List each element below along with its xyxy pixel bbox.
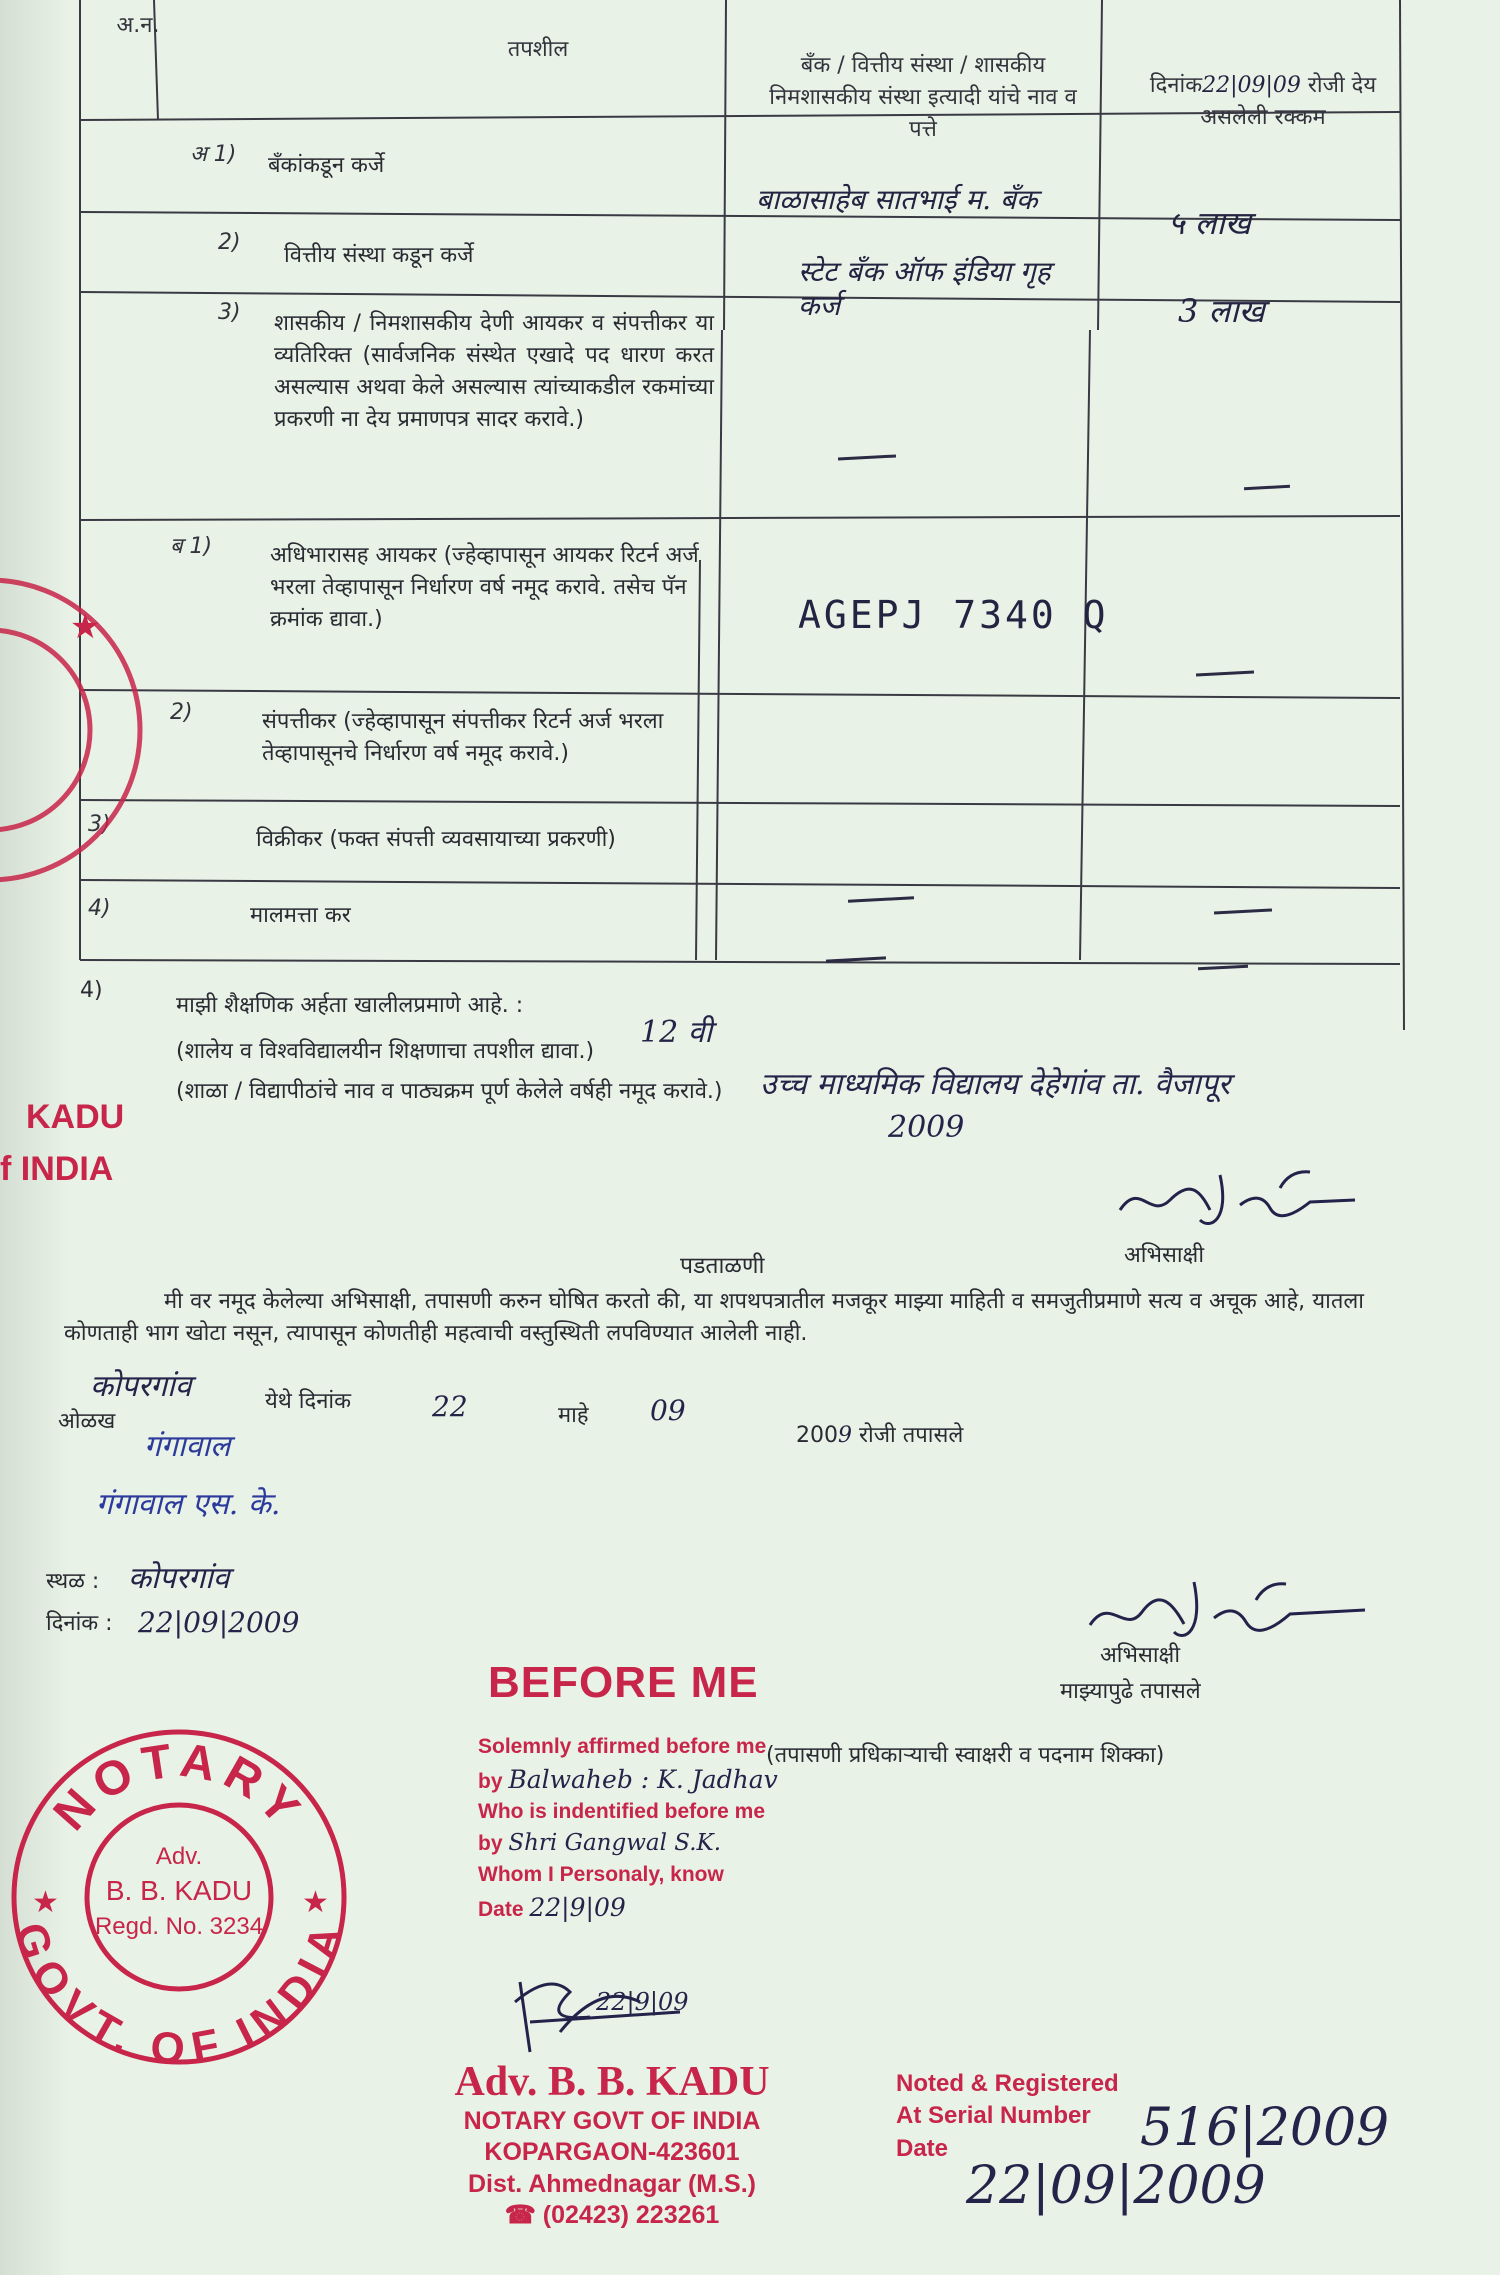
education-hand-grade: 12 वी [640, 1015, 713, 1050]
row-detail: विक्रीकर (फक्त संपत्ती व्यवसायाच्या प्रकरणी) [256, 827, 616, 852]
seal-center-line: Regd. No. 3234 [94, 1913, 264, 1940]
header-amount-date: 22|09|09 [1202, 73, 1301, 98]
date-label: दिनांक : [46, 1611, 113, 1636]
deponent-signature-2 [1080, 1570, 1370, 1650]
affirm-date-line [478, 1890, 778, 1926]
row-number: 3) [88, 812, 111, 837]
education-line1: माझी शैक्षणिक अर्हता खालीलप्रमाणे आहे. : [176, 993, 524, 1018]
registration-line: Noted & Registered [896, 2070, 1119, 2097]
row-detail: वित्तीय संस्था कडून कर्जे [284, 243, 474, 268]
seal-star: ★ [70, 608, 101, 646]
verification-day-hand: 22 [432, 1390, 468, 1423]
seal-ring-bottom: GOVT. OF INDIA [5, 1917, 353, 2072]
row-detail: अधिभारासह आयकर (ज्हेव्हापासून आयकर रिटर्न अर्ज भरला तेव्हापासून निर्धारण वर्ष नमूद करावे. तसेच पॅन क्रमांक द्यावा.) [270, 543, 699, 632]
row-number: अ 1) [190, 142, 237, 167]
row-detail: मालमत्ता कर [250, 903, 351, 928]
seal-star-right: ★ [302, 1885, 329, 1920]
partial-stamp-india: f INDIA [0, 1150, 114, 1188]
seal-center-line: Adv. [155, 1843, 203, 1870]
identity-hand-signature: गंगावाल [144, 1429, 231, 1464]
identity-label: ओळख [58, 1409, 116, 1434]
header-details: तपशील [507, 37, 569, 62]
registration-line: Date [896, 2134, 949, 2162]
verification-year-hand: 9 [838, 1423, 852, 1448]
registration-line: At Serial Number [896, 2102, 1091, 2130]
row-number: 3) [218, 300, 241, 325]
registration-stamp [896, 2068, 1119, 2165]
education-line3: (शाळा / विद्यापीठांचे नाव व पाठ्यक्रम पूर्ण केलेले वर्षही नमूद करावे.) [176, 1079, 723, 1104]
place-hand: कोपरगांव [128, 1561, 230, 1596]
affirm-by-label: by [478, 1769, 503, 1793]
row-detail: बँकांकडून कर्जे [268, 153, 385, 178]
affirm-date-hand: 22|9|09 [529, 1892, 626, 1922]
date-hand: 22|09|2009 [138, 1606, 300, 1639]
place-label: स्थळ : [46, 1569, 100, 1594]
registration-date-hand: 22|09|2009 [966, 2156, 1266, 2216]
education-hand-year: 2009 [888, 1110, 965, 1145]
notary-signature-date: 22|9|09 [596, 1988, 689, 2016]
header-institution: बँक / वित्तीय संस्था / शासकीय निमशासकीय संस्था इत्यादी यांचे नाव व पत्ते [769, 53, 1077, 142]
header-amount [1128, 70, 1398, 134]
row-institution: AGEPJ 7340 Q [798, 593, 1109, 637]
verification-year-prefix: 200 [796, 1423, 838, 1448]
row-institution: स्टेट बँक ऑफ इंडिया गृह कर्ज [798, 255, 1051, 322]
verification-place-hand: कोपरगांव [90, 1369, 192, 1404]
partial-notary-seal [0, 560, 170, 900]
row-number: 4) [88, 896, 111, 921]
verification-year-suffix: रोजी तपासले [859, 1423, 964, 1448]
affirm-line: Who is indentified before me [478, 1800, 766, 1824]
registration-serial-hand: 516|2009 [1140, 2098, 1390, 2158]
row-detail: शासकीय / निमशासकीय देणी आयकर व संपत्तीकर या व्यतिरिक्त (सार्वजनिक संस्थेत एखादे पद धारण करत असल्यास अथवा केले असल्यास त्यांच्याकडील रकमांच्या प्रकरणी ना देय प्रमाणपत्र सादर करावे.) [274, 311, 714, 432]
officer-note: (तपासणी प्रधिकाऱ्याची स्वाक्षरी व पदनाम शिक्का) [766, 1743, 1165, 1768]
seal-ring-top: NOTARY [43, 1733, 315, 1841]
verification-month-label: माहे [558, 1403, 589, 1428]
deponent-signature [1110, 1160, 1360, 1240]
education-line2: (शालेय व विश्वविद्यालयीन शिक्षणाचा तपशील द्यावा.) [176, 1039, 595, 1064]
liabilities-table [58, 0, 1418, 1030]
header-amount-suffix: रोजी देय असलेली रक्कम [1200, 73, 1377, 130]
row-detail: संपत्तीकर (ज्हेव्हापासून संपत्तीकर रिटर्न अर्ज भरला तेव्हापासूनचे निर्धारण वर्ष नमूद करावे.) [262, 709, 664, 766]
notary-signature [500, 1962, 700, 2072]
affirm-by-line [478, 1827, 778, 1860]
row-number: 2) [218, 230, 241, 255]
verification-body: मी वर नमूद केलेल्या अभिसाक्षी, तपासणी करुन घोषित करतो की, या शपथपत्रातील मजकूर माझ्या माहिती व समजुतीप्रमाणे सत्य व अचूक आहे, यातला कोणताही भाग खोटा नसून, त्यापासून कोणतीही महत्वाची वस्तुस्थिती लपविण्यात आलेली नाही. [64, 1289, 1364, 1346]
header-sr-no: अ.न. [116, 13, 160, 38]
notary-name: Adv. B. B. KADU [454, 2059, 770, 2105]
affirm-line: Whom I Personaly, know [478, 1862, 724, 1886]
deponent-label-2: अभिसाक्षी [1100, 1643, 1181, 1668]
seal-center-line: B. B. KADU [105, 1875, 253, 1906]
notary-line: NOTARY GOVT OF INDIA [463, 2107, 761, 2135]
identity-hand-name: गंगावाल एस. के. [96, 1487, 281, 1522]
row-institution: बाळासाहेब सातभाई म. बँक [756, 183, 1038, 216]
row-amount: 3 लाख [1178, 292, 1265, 330]
table-grid [58, 0, 1418, 1030]
verification-year [796, 1420, 963, 1452]
row-number: 2) [170, 700, 193, 725]
verification-title: पडताळणी [680, 1253, 765, 1279]
header-amount-prefix: दिनांक [1149, 73, 1203, 98]
notary-line: KOPARGAON-423601 [484, 2138, 740, 2167]
notary-seal [4, 1722, 354, 2072]
affirm-line: Solemnly affirmed before me [478, 1735, 767, 1758]
notary-phone: ☎ (02423) 223261 [504, 2200, 720, 2229]
row-amount: ५ लाख [1168, 204, 1251, 242]
partial-stamp-kadu: KADU [26, 1098, 125, 1136]
verification-place-label: येथे दिनांक [265, 1389, 351, 1414]
affirm-date-label: Date [478, 1897, 524, 1921]
affirmation-stamp [478, 1732, 778, 1925]
deponent-label: अभिसाक्षी [1124, 1243, 1205, 1268]
affirm-by-hand: Shri Gangwal S.K. [508, 1830, 722, 1857]
notary-name-stamp [412, 2058, 812, 2231]
seal-star-left: ★ [32, 1885, 59, 1920]
education-number: 4) [80, 978, 103, 1003]
examined-before-me: माझ्यापुढे तपासले [1060, 1679, 1201, 1704]
row-number: ब 1) [170, 534, 213, 559]
affirm-by-label: by [478, 1832, 503, 1856]
education-hand-school: उच्च माध्यमिक विद्यालय देहेगांव ता. वैजापूर [760, 1067, 1231, 1102]
affirm-by-line [478, 1762, 778, 1798]
notary-line: Dist. Ahmednagar (M.S.) [468, 2169, 756, 2198]
verification-month-hand: 09 [650, 1394, 686, 1427]
affirm-by-hand: Balwaheb : K. Jadhav [508, 1764, 778, 1794]
before-me-stamp: BEFORE ME [488, 1658, 759, 1707]
